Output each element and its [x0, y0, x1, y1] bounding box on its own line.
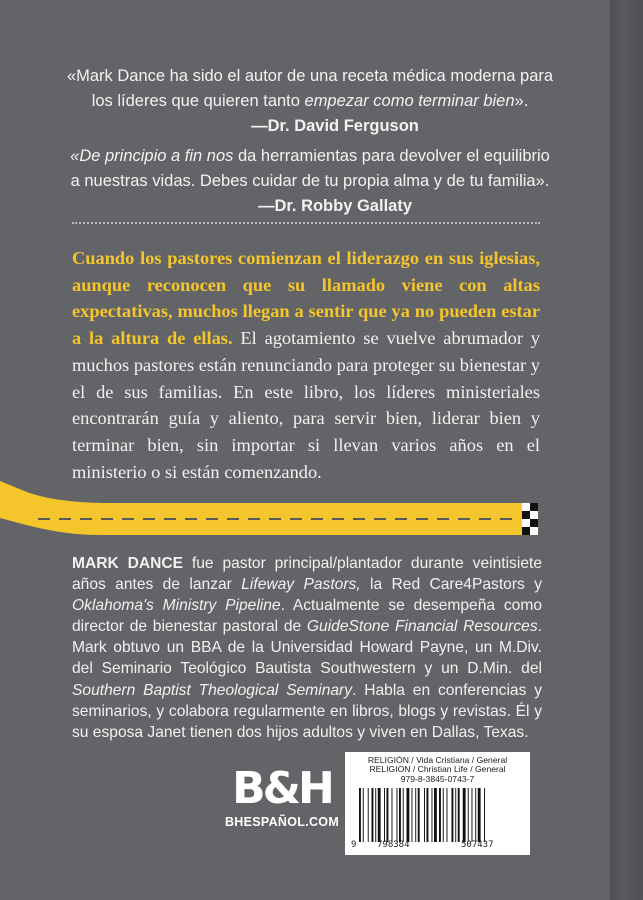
- barcode-bar: [368, 788, 369, 842]
- bh-logo-mark: B&H: [232, 763, 332, 814]
- category-spanish: RELIGIÓN / Vida Cristiana / General: [367, 755, 508, 765]
- quote-italic: «De principio a fin nos: [70, 147, 234, 165]
- barcode-digits-right: 507437: [461, 840, 494, 850]
- quote-line: «Mark Dance ha sido el autor de una receta médica moderna para: [66, 67, 554, 85]
- quote-author: —Dr. David Ferguson: [251, 117, 419, 135]
- publisher-logo: [222, 765, 342, 835]
- endorsement-gallaty: [40, 144, 580, 219]
- quote-line: da herramientas para devolver el equilibrio: [233, 147, 550, 165]
- quote-line: a nuestras vidas. Debes cuidar de tu propia alma y de tu familia».: [70, 172, 550, 190]
- endorsement-ferguson: [40, 64, 580, 139]
- barcode-bars: [359, 788, 524, 842]
- bio-text: . Habla en conferencias y seminarios, y colabora regularmente en libros, blogs y revistas. Él y su esposa Janet tienen dos hijos adultos y viven en Dallas, Texas.: [72, 681, 542, 741]
- barcode-bar: [363, 788, 364, 842]
- publisher-url: BHESPAÑOL.COM: [224, 815, 340, 829]
- author-bio: [72, 553, 542, 743]
- barcode-bar: [397, 788, 398, 842]
- quote-author: —Dr. Robby Gallaty: [257, 197, 413, 215]
- author-name: MARK DANCE: [72, 555, 184, 572]
- barcode-bar: [392, 788, 393, 842]
- barcode-bar: [424, 788, 425, 842]
- barcode-bar: [458, 788, 460, 842]
- barcode-bar: [455, 788, 456, 842]
- bio-text: . Actualmente se desempeña como director de bienestar pastoral de: [72, 597, 542, 636]
- barcode-bar: [478, 788, 481, 842]
- barcode-bar: [415, 788, 416, 842]
- checkered-flag-icon: [522, 503, 538, 535]
- bio-text: la Red Care4Pastors y: [360, 576, 542, 594]
- barcode-bar: [472, 788, 473, 842]
- bio-italic: GuideStone Financial Resources: [306, 618, 538, 636]
- bio-text: . Mark obtuvo un BBA de la Universidad Howard Payne, un M.Div. del Seminario Teológico Bautista Southwestern y un D.Min. del: [72, 618, 542, 678]
- quote-end: ».: [514, 92, 529, 110]
- barcode-bar: [359, 788, 361, 842]
- barcode-bar: [468, 788, 469, 842]
- book-description: [72, 245, 540, 485]
- barcode-bar: [412, 788, 413, 842]
- barcode-bar: [439, 788, 441, 842]
- barcode-bar: [463, 788, 466, 842]
- page-edge: [610, 0, 643, 900]
- quote-line: los líderes que quieren tanto: [91, 92, 305, 110]
- barcode-bar: [384, 788, 385, 842]
- barcode-digit-prefix: 9: [351, 840, 357, 850]
- quote-italic: empezar como terminar bien: [304, 92, 515, 110]
- road-finish-line-graphic: [0, 478, 560, 548]
- bio-italic: Lifeway Pastors,: [241, 576, 361, 594]
- barcode-bar: [443, 788, 444, 842]
- barcode-bar: [447, 788, 448, 842]
- barcode-bar: [427, 788, 429, 842]
- barcode-bar: [399, 788, 401, 842]
- bio-italic: Oklahoma's Ministry Pipeline: [72, 597, 281, 615]
- bio-text: fue pastor principal/plantador durante veintisiete años antes de lanzar: [72, 555, 542, 594]
- barcode-bar: [452, 788, 454, 842]
- bio-italic: Southern Baptist Theological Seminary: [72, 681, 353, 699]
- barcode-numbers: [349, 840, 529, 852]
- barcode-bar: [484, 788, 485, 842]
- description-body: El agotamiento se vuelve abrumador y muchos pastores están renunciando para proteger su bienestar y el de sus familias. En este libro, los líderes ministeriales encontrarán guía y aliento, para servir bien, liderar bien y terminar bien, sin importar si llevan varios años en el ministerio o si están comenzando.: [72, 328, 540, 482]
- barcode-bar: [375, 788, 376, 842]
- barcode-bar: [432, 788, 433, 842]
- dotted-divider: [72, 222, 540, 224]
- barcode-bar: [378, 788, 381, 842]
- barcode-bar: [407, 788, 410, 842]
- isbn: 979-8-3845-0743-7: [400, 773, 475, 784]
- road-band: [0, 481, 522, 535]
- category-english: RELIGION / Christian Life / General: [369, 764, 506, 775]
- barcode-bar: [372, 788, 374, 842]
- barcode-bar: [434, 788, 437, 842]
- barcode-bar: [387, 788, 389, 842]
- barcode-digits-left: 798384: [377, 840, 410, 850]
- barcode-bar: [475, 788, 476, 842]
- barcode-bar: [418, 788, 420, 842]
- barcode-label: [345, 752, 530, 855]
- description-highlight: Cuando los pastores comienzan el liderazgo en sus iglesias, aunque reconocen que su llamado viene con altas expectativas, muchos llegan a sentir que ya no pueden estar a la altura de ellas.: [72, 248, 540, 349]
- barcode-bar: [403, 788, 404, 842]
